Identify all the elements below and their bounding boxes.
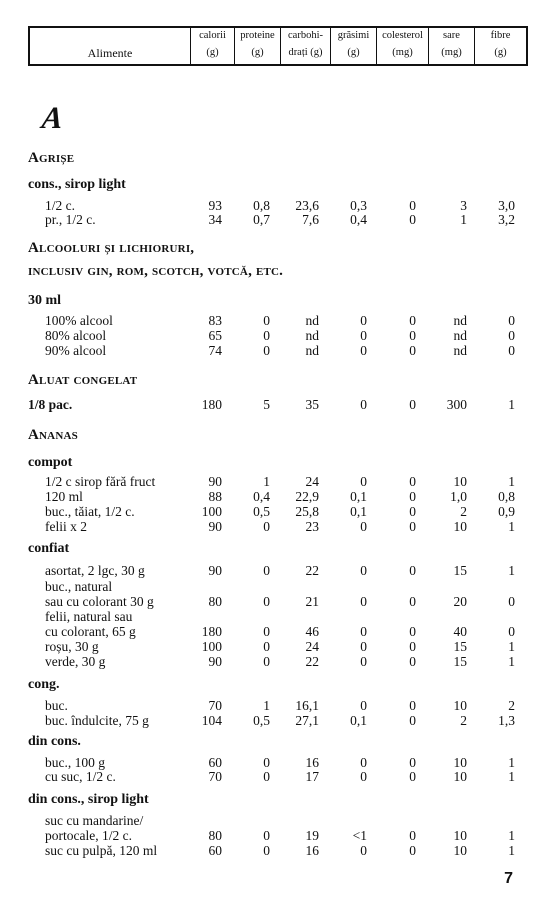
cell-proteine: 0,8 bbox=[253, 198, 270, 213]
table-row bbox=[0, 397, 539, 412]
cell-calorii: 100 bbox=[201, 504, 222, 519]
cell-calorii: 93 bbox=[208, 198, 222, 213]
cell-colesterol: 0 bbox=[409, 328, 416, 343]
header-col-sare: sare (mg) bbox=[428, 28, 474, 64]
table-row bbox=[0, 769, 539, 784]
table-row bbox=[0, 698, 539, 713]
section-ananas: Ananas bbox=[28, 427, 78, 443]
row-label: cu colorant, 65 g bbox=[45, 624, 136, 639]
cell-calorii: 180 bbox=[201, 397, 222, 412]
cell-calorii: 90 bbox=[208, 654, 222, 669]
cell-calorii: 80 bbox=[208, 828, 222, 843]
cell-colesterol: 0 bbox=[409, 769, 416, 784]
cell-fibre: 1 bbox=[508, 639, 515, 654]
cell-calorii: 70 bbox=[208, 698, 222, 713]
cell-carbohidrati: 22 bbox=[305, 654, 319, 669]
table-row bbox=[0, 843, 539, 858]
cell-calorii: 180 bbox=[201, 624, 222, 639]
header-col-fibre: fibre (g) bbox=[474, 28, 526, 64]
row-label: portocale, 1/2 c. bbox=[45, 828, 132, 843]
cell-sare: 10 bbox=[453, 474, 467, 489]
cell-grasimi: 0 bbox=[360, 474, 367, 489]
cell-fibre: 1 bbox=[508, 563, 515, 578]
cell-proteine: 0 bbox=[263, 828, 270, 843]
cell-fibre: 1 bbox=[508, 397, 515, 412]
subsection-agrise-cons: cons., sirop light bbox=[28, 177, 126, 192]
cell-colesterol: 0 bbox=[409, 489, 416, 504]
cell-proteine: 0,7 bbox=[253, 212, 270, 227]
cell-colesterol: 0 bbox=[409, 397, 416, 412]
row-label: 120 ml bbox=[45, 489, 83, 504]
table-row bbox=[0, 563, 539, 578]
cell-fibre: 0 bbox=[508, 328, 515, 343]
cell-fibre: 0 bbox=[508, 624, 515, 639]
header-col-calorii: calorii (g) bbox=[190, 28, 234, 64]
table-row bbox=[0, 813, 539, 828]
row-label: felii, natural sau bbox=[45, 609, 133, 624]
cell-carbohidrati: 17 bbox=[305, 769, 319, 784]
cell-grasimi: <1 bbox=[352, 828, 367, 843]
cell-proteine: 0 bbox=[263, 654, 270, 669]
table-row bbox=[0, 828, 539, 843]
cell-proteine: 0 bbox=[263, 328, 270, 343]
cell-carbohidrati: 24 bbox=[305, 474, 319, 489]
table-header bbox=[28, 26, 528, 66]
subsection-din-cons: din cons. bbox=[28, 734, 81, 749]
cell-colesterol: 0 bbox=[409, 212, 416, 227]
cell-colesterol: 0 bbox=[409, 654, 416, 669]
cell-fibre: 3,2 bbox=[498, 212, 515, 227]
cell-sare: 40 bbox=[453, 624, 467, 639]
section-letter: A bbox=[40, 100, 65, 135]
cell-fibre: 3,0 bbox=[498, 198, 515, 213]
cell-proteine: 0 bbox=[263, 755, 270, 770]
cell-fibre: 1 bbox=[508, 654, 515, 669]
cell-carbohidrati: 35 bbox=[305, 397, 319, 412]
cell-carbohidrati: nd bbox=[305, 343, 319, 358]
cell-colesterol: 0 bbox=[409, 198, 416, 213]
cell-colesterol: 0 bbox=[409, 594, 416, 609]
cell-colesterol: 0 bbox=[409, 698, 416, 713]
row-label: buc., tăiat, 1/2 c. bbox=[45, 504, 135, 519]
cell-carbohidrati: 21 bbox=[305, 594, 319, 609]
cell-colesterol: 0 bbox=[409, 828, 416, 843]
table-row bbox=[0, 624, 539, 639]
cell-fibre: 1,3 bbox=[498, 713, 515, 728]
cell-sare: nd bbox=[453, 328, 467, 343]
section-aluat: Aluat congelat bbox=[28, 372, 138, 388]
row-label: 80% alcool bbox=[45, 328, 107, 343]
cell-fibre: 1 bbox=[508, 843, 515, 858]
row-label: buc. bbox=[45, 698, 68, 713]
cell-sare: 15 bbox=[453, 654, 467, 669]
header-col-proteine: proteine (g) bbox=[234, 28, 280, 64]
cell-fibre: 0 bbox=[508, 343, 515, 358]
cell-carbohidrati: 16,1 bbox=[295, 698, 319, 713]
cell-proteine: 0,5 bbox=[253, 504, 270, 519]
header-col-carbohidrati: carbohi- drați (g) bbox=[280, 28, 330, 64]
cell-fibre: 1 bbox=[508, 755, 515, 770]
cell-grasimi: 0 bbox=[360, 343, 367, 358]
cell-sare: 20 bbox=[453, 594, 467, 609]
cell-colesterol: 0 bbox=[409, 504, 416, 519]
cell-calorii: 70 bbox=[208, 769, 222, 784]
cell-calorii: 80 bbox=[208, 594, 222, 609]
table-row bbox=[0, 328, 539, 343]
cell-sare: 10 bbox=[453, 843, 467, 858]
row-label: buc., 100 g bbox=[45, 755, 105, 770]
table-row bbox=[0, 489, 539, 504]
cell-grasimi: 0 bbox=[360, 313, 367, 328]
cell-grasimi: 0,1 bbox=[350, 713, 367, 728]
cell-proteine: 0 bbox=[263, 769, 270, 784]
cell-grasimi: 0,4 bbox=[350, 212, 367, 227]
cell-grasimi: 0 bbox=[360, 654, 367, 669]
cell-carbohidrati: 25,8 bbox=[295, 504, 319, 519]
subsection-30ml: 30 ml bbox=[28, 293, 62, 308]
cell-sare: nd bbox=[453, 313, 467, 328]
cell-fibre: 2 bbox=[508, 698, 515, 713]
cell-fibre: 1 bbox=[508, 828, 515, 843]
cell-sare: 10 bbox=[453, 755, 467, 770]
cell-sare: 10 bbox=[453, 519, 467, 534]
row-label: suc cu pulpă, 120 ml bbox=[45, 843, 158, 858]
table-row bbox=[0, 343, 539, 358]
cell-carbohidrati: 16 bbox=[305, 843, 319, 858]
cell-carbohidrati: nd bbox=[305, 328, 319, 343]
cell-proteine: 0 bbox=[263, 594, 270, 609]
cell-fibre: 0 bbox=[508, 594, 515, 609]
row-label: 1/2 c. bbox=[45, 198, 75, 213]
cell-carbohidrati: 27,1 bbox=[295, 713, 319, 728]
cell-carbohidrati: 23,6 bbox=[295, 198, 319, 213]
cell-calorii: 104 bbox=[201, 713, 222, 728]
cell-fibre: 0 bbox=[508, 313, 515, 328]
cell-calorii: 90 bbox=[208, 563, 222, 578]
cell-carbohidrati: 22 bbox=[305, 563, 319, 578]
cell-grasimi: 0 bbox=[360, 519, 367, 534]
table-row bbox=[0, 198, 539, 213]
section-alcooluri-line1: Alcooluri și lichioruri, bbox=[28, 240, 195, 256]
row-label: suc cu mandarine/ bbox=[45, 813, 144, 828]
section-alcooluri-line2: inclusiv gin, rom, scotch, votcă, etc. bbox=[28, 263, 284, 279]
header-col-grasimi: grăsimi (g) bbox=[330, 28, 376, 64]
row-label: asortat, 2 lgc, 30 g bbox=[45, 563, 145, 578]
page-number: 7 bbox=[504, 870, 513, 887]
cell-calorii: 90 bbox=[208, 474, 222, 489]
row-label: buc., natural bbox=[45, 579, 113, 594]
table-row bbox=[0, 313, 539, 328]
cell-carbohidrati: 23 bbox=[305, 519, 319, 534]
cell-colesterol: 0 bbox=[409, 713, 416, 728]
cell-sare: 1 bbox=[460, 212, 467, 227]
cell-carbohidrati: 16 bbox=[305, 755, 319, 770]
cell-calorii: 65 bbox=[208, 328, 222, 343]
cell-grasimi: 0 bbox=[360, 328, 367, 343]
row-label: felii x 2 bbox=[45, 519, 87, 534]
table-row bbox=[0, 474, 539, 489]
subsection-confiat: confiat bbox=[28, 541, 70, 556]
cell-colesterol: 0 bbox=[409, 474, 416, 489]
cell-colesterol: 0 bbox=[409, 843, 416, 858]
cell-proteine: 0 bbox=[263, 639, 270, 654]
cell-colesterol: 0 bbox=[409, 343, 416, 358]
subsection-din-cons-light: din cons., sirop light bbox=[28, 792, 149, 807]
cell-grasimi: 0 bbox=[360, 594, 367, 609]
cell-carbohidrati: 19 bbox=[305, 828, 319, 843]
row-label: pr., 1/2 c. bbox=[45, 212, 96, 227]
table-row bbox=[0, 654, 539, 669]
cell-carbohidrati: 46 bbox=[305, 624, 319, 639]
cell-fibre: 0,8 bbox=[498, 489, 515, 504]
subsection-compot: compot bbox=[28, 455, 73, 470]
table-row bbox=[0, 639, 539, 654]
table-row bbox=[0, 609, 539, 624]
cell-carbohidrati: 22,9 bbox=[295, 489, 319, 504]
cell-carbohidrati: 7,6 bbox=[302, 212, 319, 227]
cell-colesterol: 0 bbox=[409, 519, 416, 534]
cell-calorii: 34 bbox=[208, 212, 222, 227]
table-row bbox=[0, 504, 539, 519]
cell-sare: nd bbox=[453, 343, 467, 358]
table-row bbox=[0, 755, 539, 770]
header-food-label: Alimente bbox=[87, 46, 133, 60]
cell-sare: 2 bbox=[460, 713, 467, 728]
cell-grasimi: 0 bbox=[360, 755, 367, 770]
cell-sare: 10 bbox=[453, 769, 467, 784]
cell-sare: 15 bbox=[453, 639, 467, 654]
cell-grasimi: 0 bbox=[360, 563, 367, 578]
cell-colesterol: 0 bbox=[409, 755, 416, 770]
cell-calorii: 100 bbox=[201, 639, 222, 654]
row-label: 1/8 pac. bbox=[28, 397, 73, 412]
cell-proteine: 0 bbox=[263, 343, 270, 358]
cell-fibre: 1 bbox=[508, 769, 515, 784]
row-label: roșu, 30 g bbox=[45, 639, 99, 654]
cell-grasimi: 0,3 bbox=[350, 198, 367, 213]
cell-sare: 10 bbox=[453, 828, 467, 843]
row-label: 100% alcool bbox=[45, 313, 113, 328]
cell-colesterol: 0 bbox=[409, 313, 416, 328]
cell-sare: 300 bbox=[446, 397, 467, 412]
cell-colesterol: 0 bbox=[409, 624, 416, 639]
cell-sare: 3 bbox=[460, 198, 467, 213]
table-row bbox=[0, 519, 539, 534]
cell-colesterol: 0 bbox=[409, 639, 416, 654]
subsection-cong: cong. bbox=[28, 677, 60, 692]
cell-proteine: 0 bbox=[263, 519, 270, 534]
cell-proteine: 0 bbox=[263, 563, 270, 578]
cell-carbohidrati: nd bbox=[305, 313, 319, 328]
cell-proteine: 1 bbox=[263, 474, 270, 489]
cell-grasimi: 0 bbox=[360, 698, 367, 713]
cell-calorii: 74 bbox=[208, 343, 222, 358]
cell-proteine: 0,5 bbox=[253, 713, 270, 728]
cell-proteine: 0 bbox=[263, 843, 270, 858]
cell-calorii: 90 bbox=[208, 519, 222, 534]
cell-fibre: 0,9 bbox=[498, 504, 515, 519]
cell-proteine: 5 bbox=[263, 397, 270, 412]
cell-grasimi: 0,1 bbox=[350, 489, 367, 504]
cell-calorii: 88 bbox=[208, 489, 222, 504]
cell-proteine: 0 bbox=[263, 313, 270, 328]
section-agrise: Agrișe bbox=[28, 150, 75, 166]
table-row bbox=[0, 212, 539, 227]
cell-grasimi: 0 bbox=[360, 843, 367, 858]
row-label: buc. îndulcite, 75 g bbox=[45, 713, 149, 728]
cell-grasimi: 0 bbox=[360, 624, 367, 639]
cell-sare: 1,0 bbox=[450, 489, 467, 504]
table-row bbox=[0, 713, 539, 728]
cell-fibre: 1 bbox=[508, 519, 515, 534]
table-row bbox=[0, 579, 539, 594]
cell-sare: 15 bbox=[453, 563, 467, 578]
cell-colesterol: 0 bbox=[409, 563, 416, 578]
table-row bbox=[0, 594, 539, 609]
row-label: verde, 30 g bbox=[45, 654, 106, 669]
cell-grasimi: 0 bbox=[360, 769, 367, 784]
cell-proteine: 0,4 bbox=[253, 489, 270, 504]
cell-grasimi: 0 bbox=[360, 397, 367, 412]
cell-proteine: 0 bbox=[263, 624, 270, 639]
cell-proteine: 1 bbox=[263, 698, 270, 713]
cell-calorii: 60 bbox=[208, 843, 222, 858]
cell-sare: 2 bbox=[460, 504, 467, 519]
cell-carbohidrati: 24 bbox=[305, 639, 319, 654]
row-label: cu suc, 1/2 c. bbox=[45, 769, 116, 784]
row-label: sau cu colorant 30 g bbox=[45, 594, 154, 609]
cell-grasimi: 0 bbox=[360, 639, 367, 654]
cell-fibre: 1 bbox=[508, 474, 515, 489]
cell-sare: 10 bbox=[453, 698, 467, 713]
row-label: 90% alcool bbox=[45, 343, 107, 358]
cell-calorii: 83 bbox=[208, 313, 222, 328]
cell-calorii: 60 bbox=[208, 755, 222, 770]
row-label: 1/2 c sirop fără fruct bbox=[45, 474, 156, 489]
header-col-colesterol: colesterol (mg) bbox=[376, 28, 428, 64]
cell-grasimi: 0,1 bbox=[350, 504, 367, 519]
